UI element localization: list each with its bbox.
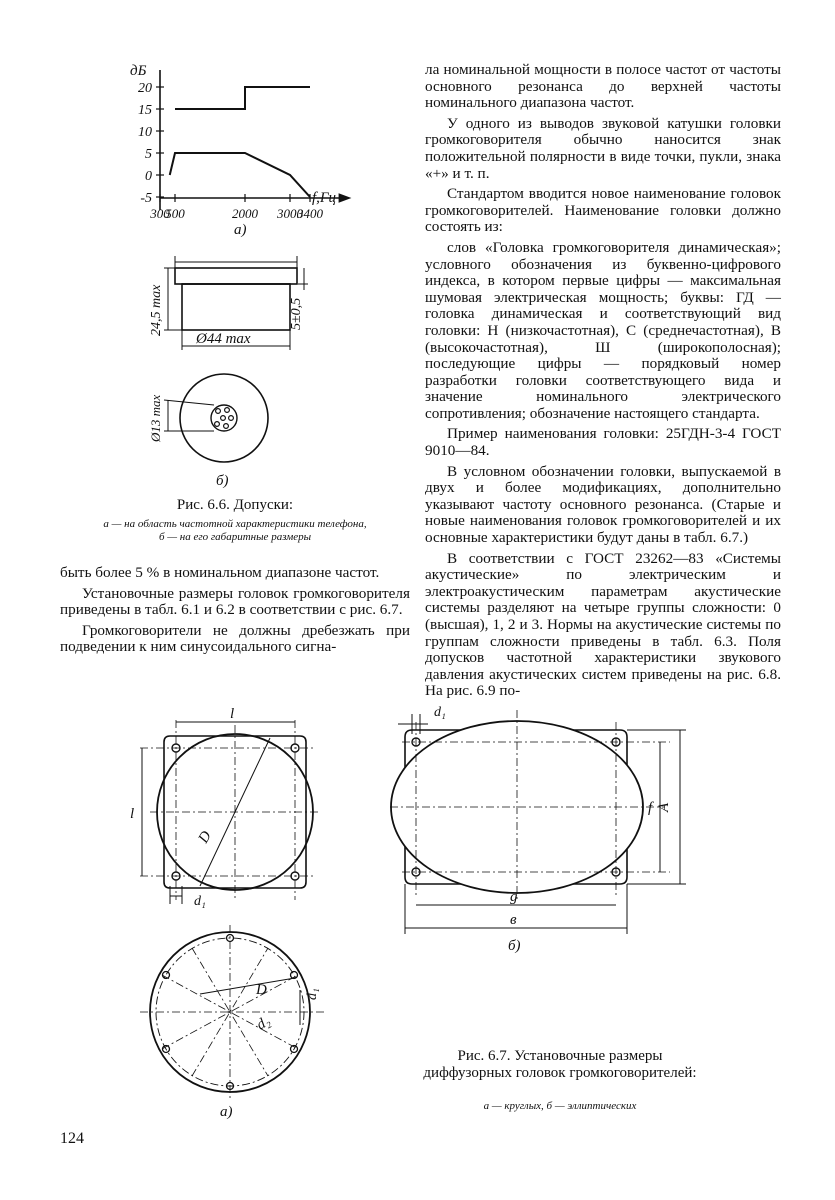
fig66-caption-sub2: б — на его габаритные размеры — [158, 531, 312, 543]
y-tick-label: 5 — [145, 147, 152, 162]
x-tick-label: 3400 — [297, 206, 323, 221]
dim-diameter-label: Ø44 max — [196, 331, 251, 347]
paragraph: быть более 5 % в номинальном диапазоне частот. — [60, 564, 380, 581]
dim-g: g — [510, 889, 518, 905]
paragraph: Стандартом вводится новое наименование головок громкоговорителей. Наименование головки должно состоять из: — [425, 185, 781, 236]
left-column-text — [60, 565, 410, 656]
dim-height-label: 24,5 max — [149, 284, 164, 336]
fig66-dimensions — [120, 250, 360, 500]
fig67-round-head — [120, 700, 360, 1130]
dim-d2: d₂ — [254, 1013, 274, 1034]
y-tick-label: 0 — [145, 169, 152, 184]
fig66b-label: б) — [216, 473, 229, 489]
front-view — [164, 374, 268, 462]
y-axis-label: дБ — [130, 63, 147, 79]
paragraph: У одного из выводов звуковой катушки головки громкоговорителя обычно наносится знак положительной полярности в виде точки, пукли, знака «+» и т. п. — [425, 114, 781, 182]
fig67-elliptic-head — [380, 700, 700, 960]
fig66-caption-sub1: а — на область частотной характеристики телефона, — [103, 518, 367, 530]
dim-D: D — [195, 828, 215, 846]
paragraph: В соответствии с ГОСТ 23262—83 «Системы акустические» по электрическим и электроакустическим параметрам акустические системы разделяют на четыре группы сложности: 0 (высшая), 1, 2 и 3. Нормы на акустические системы по группам сложности приведены в табл. 6.3. Поля допусков частотной характеристики звукового давления акустических систем приведены на рис. 6.8. На рис. 6.9 по- — [425, 549, 781, 700]
dim-d1: d₁ — [194, 894, 206, 909]
x-tick-label: 3000 — [277, 206, 303, 221]
paragraph: Громкоговорители не должны дребезжать при подведении к ним синусоидального сигна- — [60, 621, 410, 656]
x-tick-label: 500 — [165, 206, 185, 221]
page-number: 124 — [60, 1130, 84, 1147]
fig66-caption-title: Рис. 6.6. Допуски: — [176, 497, 294, 513]
paragraph: Пример наименования головки: 25ГДН-3-4 ГОСТ 9010—84. — [425, 425, 781, 460]
fig67-caption-sub: а — круглых, б — эллиптических — [483, 1100, 637, 1112]
fig67-caption-title: Рис. 6.7. Установочные размеры диффузорных головок громкоговорителей: — [423, 1048, 697, 1081]
dim-d13-label: Ø13 max — [148, 394, 163, 442]
dim-B: в — [510, 912, 517, 928]
x-axis-label: f,Гц — [312, 190, 336, 206]
y-tick-label: 15 — [138, 103, 152, 118]
dim-d1-ellipse: d₁ — [434, 705, 446, 720]
series-upper-line — [175, 87, 310, 109]
dim-l-top: l — [230, 706, 235, 722]
paragraph: Установочные размеры головок громкоговорителя приведены в табл. 6.1 и 6.2 в соответствии с рис. 6.7. — [60, 584, 410, 619]
dim-l-side: l — [130, 806, 135, 822]
dim-d1-bottom: d₁ — [305, 988, 320, 1000]
right-column-text — [425, 62, 781, 700]
dim-D-bottom: D — [256, 982, 267, 998]
x-tick-label: 2000 — [232, 206, 258, 221]
fig66-chart — [120, 50, 360, 250]
x-tick-label: 300 — [150, 206, 170, 221]
y-tick-label: -5 — [140, 191, 152, 206]
dim-f: f — [648, 800, 653, 816]
paragraph: В условном обозначении головки, выпускаемой в двух и более модификациях, дополнительно указывают частоту основного резонанса. (Старые и новые наименования головок громкоговорителей и их основные характеристики будут даны в табл. 6.7.) — [425, 462, 781, 547]
paragraph: слов «Головка громкоговорителя динамическая»; условного обозначения из буквенно-цифрового индекса, в котором первые цифры — максимальная шумовая электрическая мощность; буквы: ГД — головка динамическая и соответствующий вид головки: Н (низкочастотная), С (среднечастотная), В (высокочастотная), Ш (широкополосная); последующие цифры — порядковый номер разработки головки соответствующего вида и значение номинального электрического сопротивления; обозначение настоящего стандарта. — [425, 238, 781, 422]
paragraph: ла номинальной мощности в полосе частот от частоты основного резонанса до верхней частоты номинального диапазона частот. — [425, 61, 781, 112]
dim-A: A — [656, 802, 672, 812]
fig66a-label: а) — [234, 222, 247, 238]
series-lower-line — [170, 153, 310, 197]
dim-small-label: 5±0,5 — [289, 297, 304, 330]
y-tick-label: 20 — [138, 81, 152, 96]
y-tick-label: 10 — [138, 125, 152, 140]
fig67b-label: б) — [508, 938, 521, 954]
fig67a-label: а) — [220, 1104, 233, 1120]
